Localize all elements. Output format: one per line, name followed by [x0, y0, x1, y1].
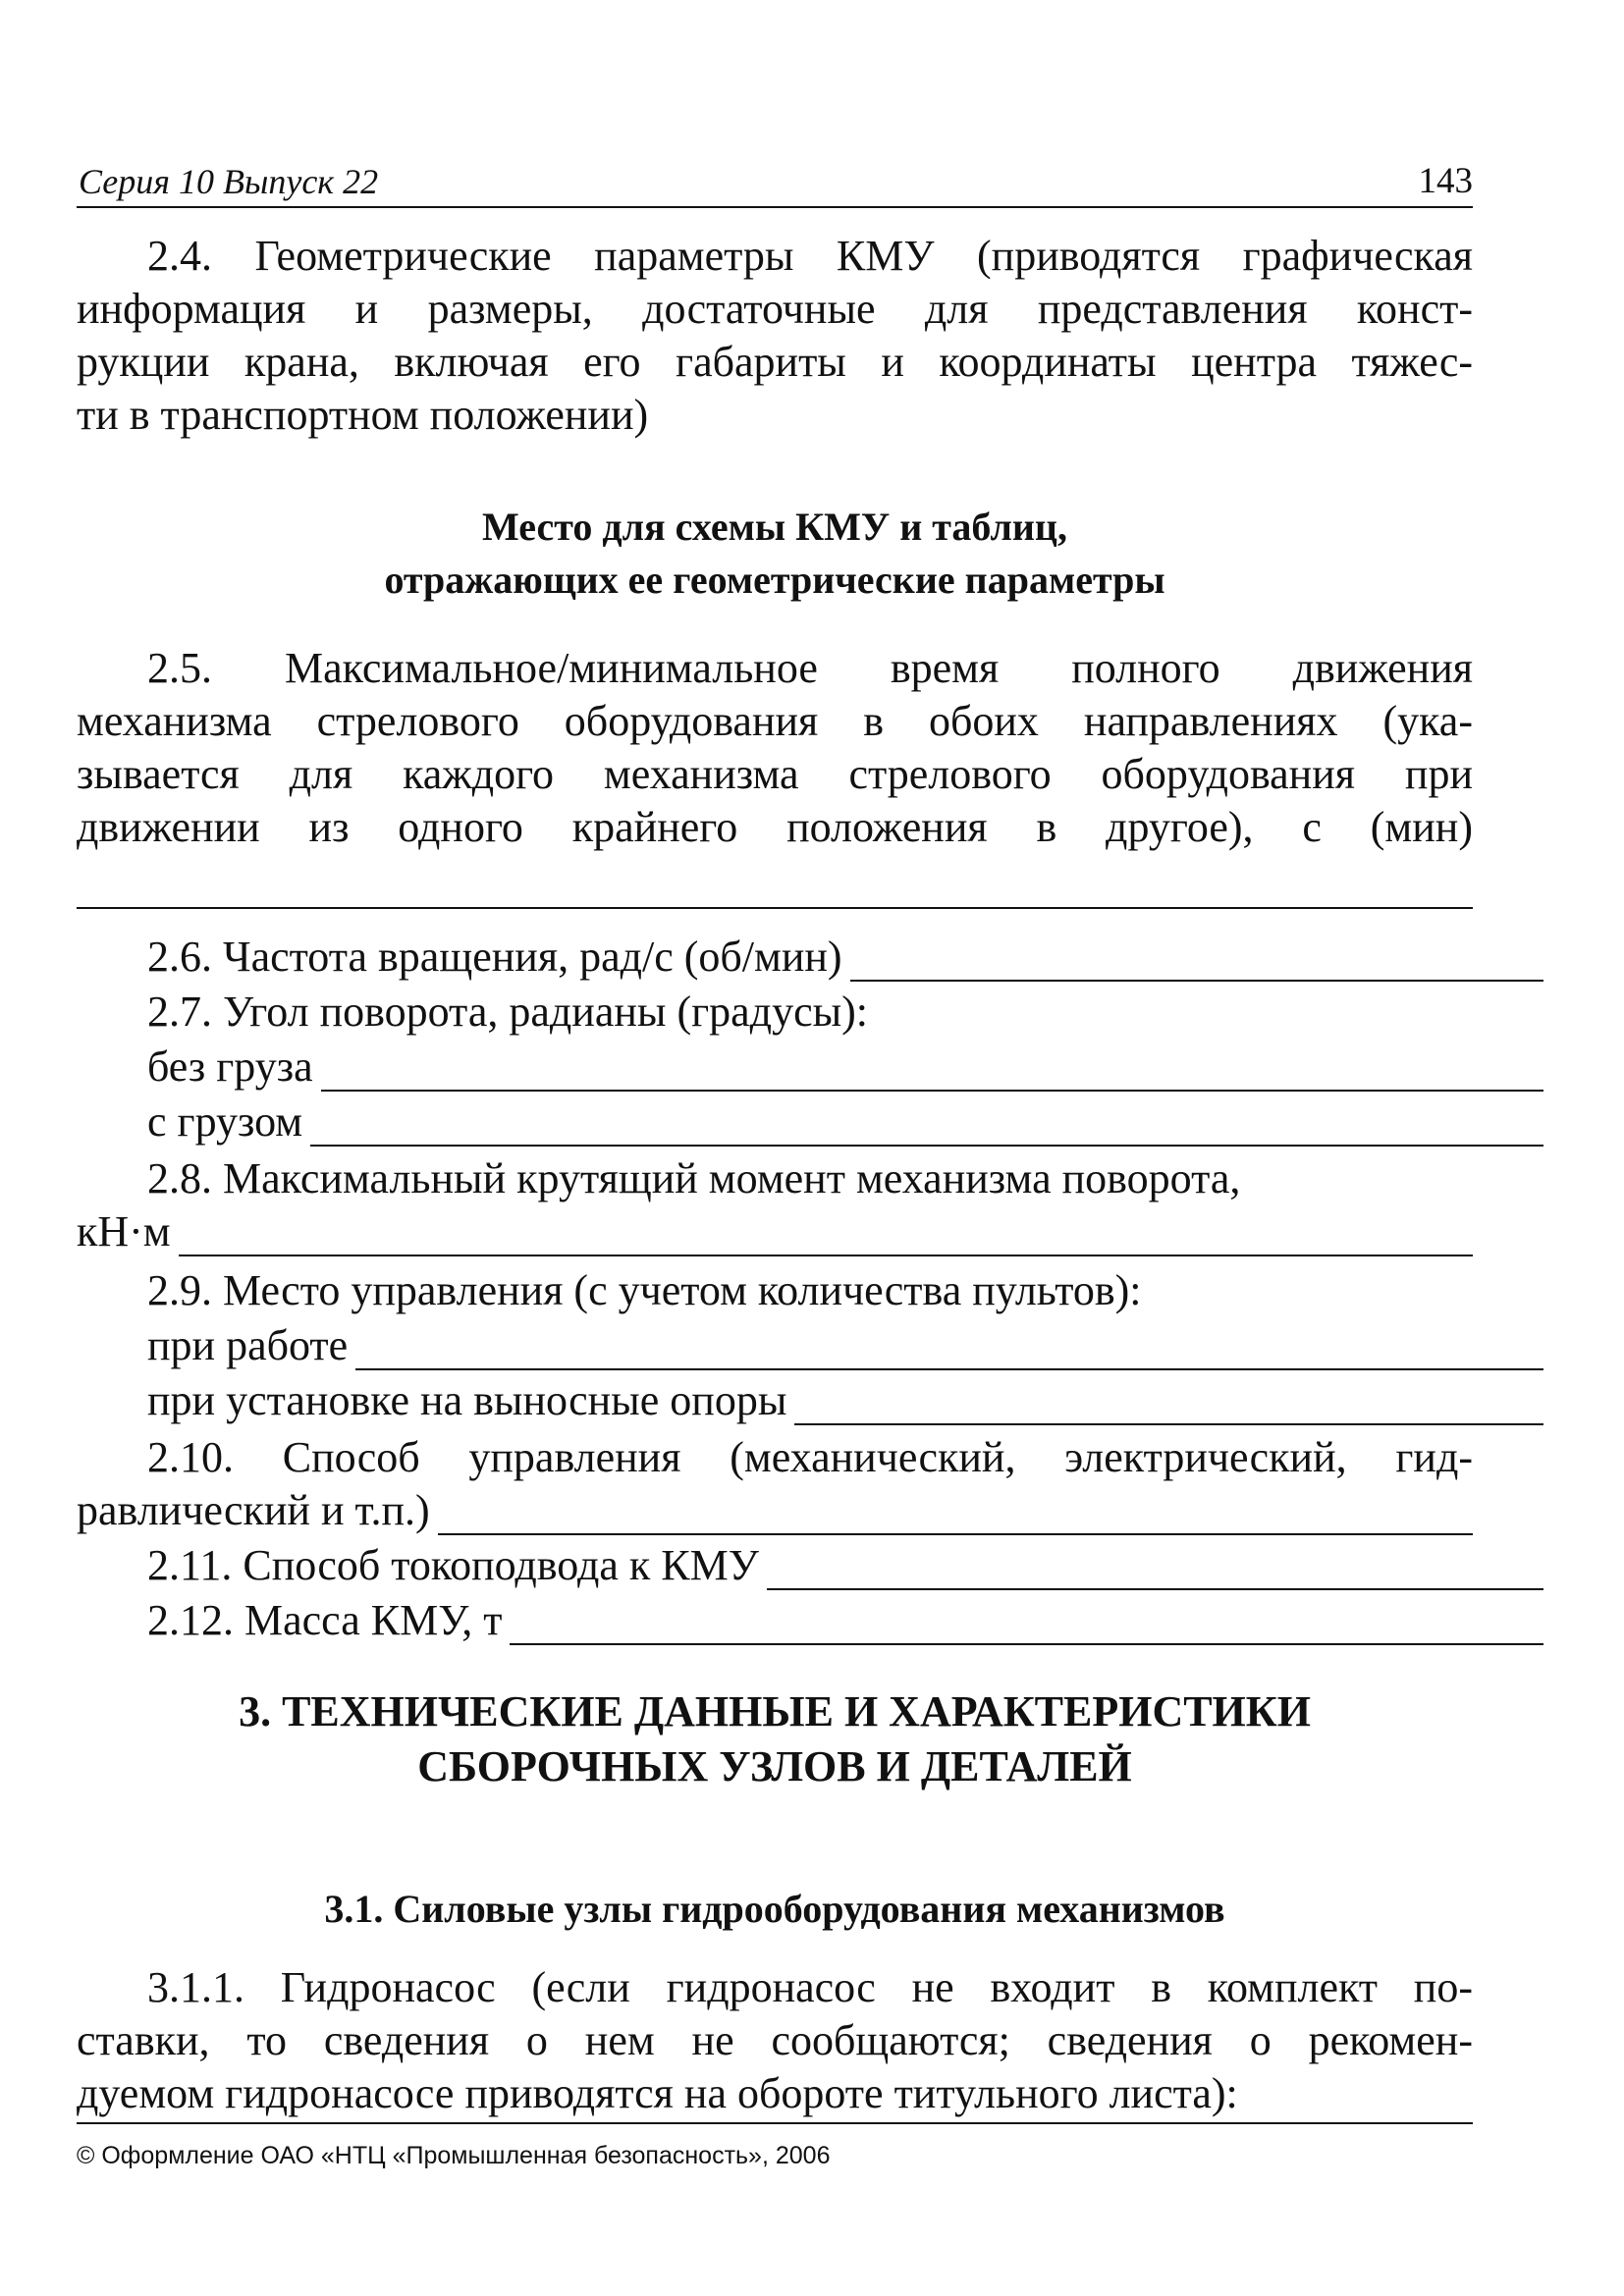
paragraph-line: зывается для каждого механизма стрелового оборудования при	[77, 750, 1473, 798]
field-label: 2.12. Масса КМУ, т	[147, 1596, 503, 1644]
paragraph-line: ставки, то сведения о нем не сообщаются; сведения о рекомен-	[77, 2016, 1473, 2064]
field-2-7-with-load	[77, 1097, 1543, 1147]
paragraph-line: механизма стрелового оборудования в обоих направлениях (ука-	[77, 697, 1473, 745]
field-2-7-without-load	[77, 1042, 1543, 1092]
paragraph-2-5	[77, 642, 1473, 854]
answer-line[interactable]	[767, 1549, 1543, 1590]
field-label: при установке на выносные опоры	[147, 1376, 787, 1424]
subsection-3-1-title: 3.1. Силовые узлы гидрооборудования механизмов	[324, 1887, 1225, 1931]
answer-line[interactable]	[794, 1384, 1543, 1425]
field-label: без груза	[147, 1042, 313, 1091]
running-header	[77, 155, 1473, 208]
answer-line[interactable]	[850, 940, 1543, 982]
paragraph-line: информация и размеры, достаточные для представления конст-	[77, 285, 1473, 333]
field-2-9-outriggers	[77, 1376, 1543, 1425]
paragraph-line: 2.5. Максимальное/минимальное время полного движения	[147, 644, 1473, 692]
answer-line[interactable]	[179, 1215, 1473, 1256]
answer-line[interactable]	[310, 1105, 1543, 1147]
paragraph-line: движении из одного крайнего положения в другое), с (мин)	[77, 803, 1473, 851]
paragraph-line: рукции крана, включая его габариты и координаты центра тяжес-	[77, 338, 1473, 386]
field-2-10-cont	[77, 1486, 1473, 1535]
page-number: 143	[1418, 161, 1473, 201]
field-label: 2.11. Способ токоподвода к КМУ	[147, 1541, 759, 1589]
field-label: с грузом	[147, 1097, 303, 1146]
paragraph-line: 3.1.1. Гидронасос (если гидронасос не входит в комплект по-	[147, 1963, 1473, 2011]
heading-line: отражающих ее геометрические параметры	[384, 558, 1165, 602]
paragraph-3-1-1	[77, 1961, 1473, 2120]
heading-line: Место для схемы КМУ и таблиц,	[482, 505, 1067, 549]
field-2-10	[77, 1431, 1473, 1484]
field-2-6	[77, 933, 1543, 982]
answer-line-2-5[interactable]	[77, 907, 1473, 909]
field-label: равлический и т.п.)	[77, 1486, 430, 1534]
field-label: 2.7. Угол поворота, радианы (градусы):	[147, 988, 869, 1036]
section-3-title	[77, 1684, 1473, 1794]
field-label: кН·м	[77, 1207, 171, 1255]
field-label: 2.8. Максимальный крутящий момент механизма поворота,	[147, 1154, 1241, 1202]
paragraph-2-4	[77, 230, 1473, 442]
field-2-12	[77, 1596, 1543, 1645]
field-2-9	[77, 1266, 1543, 1315]
field-label: 2.9. Место управления (с учетом количества пультов):	[147, 1266, 1142, 1314]
answer-line[interactable]	[321, 1050, 1543, 1092]
field-2-8	[77, 1152, 1473, 1205]
field-2-9-operation	[77, 1321, 1543, 1370]
answer-line[interactable]	[510, 1604, 1543, 1645]
paragraph-line: ти в транспортном положении)	[77, 391, 649, 439]
field-label: 2.6. Частота вращения, рад/с (об/мин)	[147, 933, 842, 981]
field-2-11	[77, 1541, 1543, 1590]
heading-line: СБОРОЧНЫХ УЗЛОВ И ДЕТАЛЕЙ	[417, 1742, 1132, 1790]
field-label: при работе	[147, 1321, 349, 1369]
scheme-placeholder-heading	[77, 501, 1473, 607]
paragraph-line: 2.4. Геометрические параметры КМУ (приводятся графическая	[147, 232, 1473, 280]
field-2-8-unit	[77, 1207, 1473, 1256]
answer-line[interactable]	[438, 1494, 1473, 1535]
field-2-7	[77, 988, 1543, 1037]
series-issue-label: Серия 10 Выпуск 22	[79, 162, 379, 201]
copyright-text: © Оформление ОАО «НТЦ «Промышленная безопасность», 2006	[77, 2142, 831, 2169]
answer-line[interactable]	[355, 1329, 1543, 1370]
heading-line: 3. ТЕХНИЧЕСКИЕ ДАННЫЕ И ХАРАКТЕРИСТИКИ	[239, 1687, 1311, 1735]
field-label: 2.10. Способ управления (механический, электрический, гид-	[147, 1433, 1473, 1481]
paragraph-line: дуемом гидронасосе приводятся на обороте титульного листа):	[77, 2069, 1238, 2117]
page-footer	[77, 2122, 1473, 2170]
